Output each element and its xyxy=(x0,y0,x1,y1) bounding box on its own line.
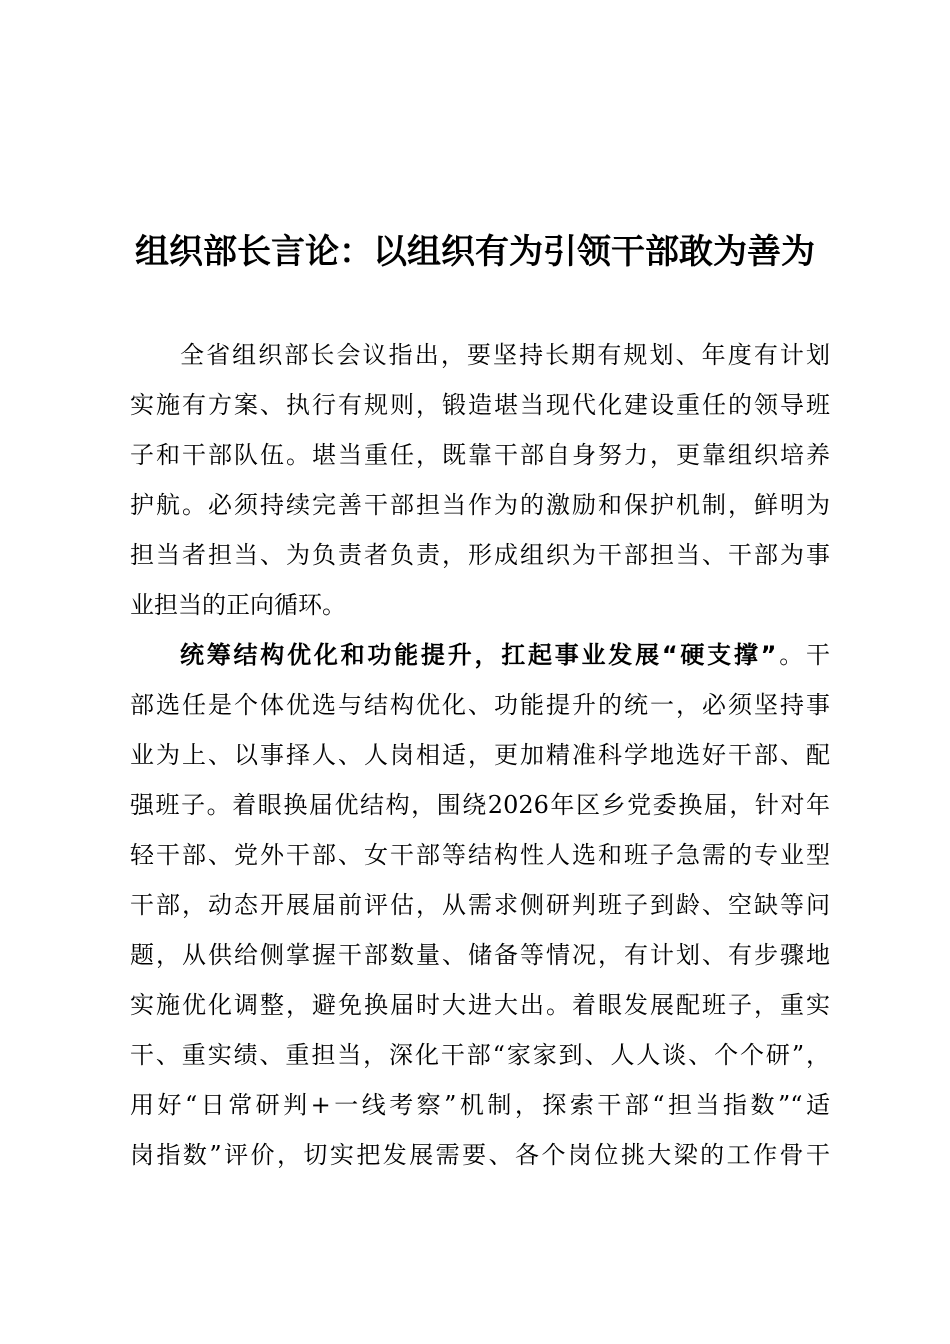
paragraph-line: 轻干部、党外干部、女干部等结构性人选和班子急需的专业型 xyxy=(130,841,830,869)
paragraph-line: 业担当的正向循环。 xyxy=(130,591,346,619)
paragraph-line: 护航。必须持续完善干部担当作为的激励和保护机制，鲜明为 xyxy=(130,491,830,519)
paragraph-line xyxy=(130,630,830,680)
paragraph-line: 实施有方案、执行有规则，锻造堪当现代化建设重任的领导班 xyxy=(130,391,830,419)
paragraph-heading: 统筹结构优化和功能提升，扛起事业发展“硬支撑” xyxy=(180,641,777,669)
paragraph-line: 实施优化调整，避免换届时大进大出。着眼发展配班子，重实 xyxy=(130,991,830,1019)
paragraph-line: 部选任是个体优选与结构优化、功能提升的统一，必须坚持事 xyxy=(130,691,830,719)
document-body xyxy=(130,330,830,1180)
paragraph-line: 用好“日常研判+一线考察”机制，探索干部“担当指数”“适 xyxy=(130,1091,830,1119)
paragraph-line: 强班子。着眼换届优结构，围绕2026年区乡党委换届，针对年 xyxy=(130,791,830,819)
paragraph-line: 业为上、以事择人、人岗相适，更加精准科学地选好干部、配 xyxy=(130,741,830,769)
paragraph-line: 担当者担当、为负责者负责，形成组织为干部担当、干部为事 xyxy=(130,541,830,569)
paragraph-line: 全省组织部长会议指出，要坚持长期有规划、年度有计划 xyxy=(180,341,830,369)
paragraph-line: 子和干部队伍。堪当重任，既靠干部自身努力，更靠组织培养 xyxy=(130,441,830,469)
paragraph-line: 岗指数”评价，切实把发展需要、各个岗位挑大梁的工作骨干 xyxy=(130,1141,830,1169)
paragraph-line: 干、重实绩、重担当，深化干部“家家到、人人谈、个个研”， xyxy=(130,1041,830,1069)
document-title: 组织部长言论：以组织有为引领干部敢为善为 xyxy=(135,232,815,272)
paragraph-heading-tail: 。干 xyxy=(776,641,831,669)
paragraph-line: 干部，动态开展届前评估，从需求侧研判班子到龄、空缺等问 xyxy=(130,891,830,919)
paragraph-line: 题，从供给侧掌握干部数量、储备等情况，有计划、有步骤地 xyxy=(130,941,830,969)
